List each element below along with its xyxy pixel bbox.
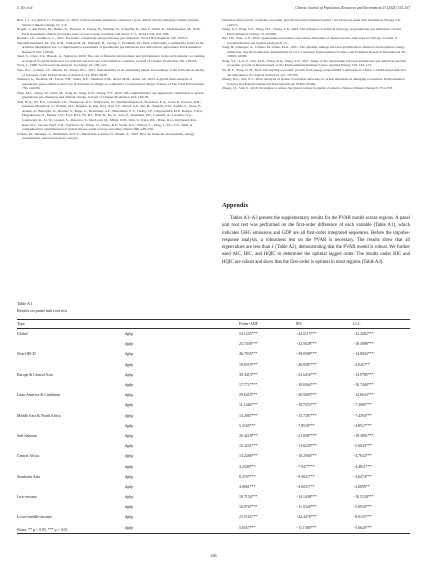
row-variable: dgdp: [125, 523, 239, 534]
row-fisher-adf: 5.3160***: [239, 423, 256, 428]
row-ips: −18.7553***: [296, 403, 317, 408]
header-ips: IPS: [296, 320, 353, 329]
reference-entry: Zhang, D.G., Xie, X.J., 2022. Analysis of spatial correlation networks of carbon emissions in emerging economies. Environmental Science and Pollution Research International 29, 87465–87482.: [222, 77, 405, 86]
row-llc: −19.3901***: [353, 433, 374, 438]
table-caption: [17, 301, 410, 314]
row-llc: −14.0943***: [353, 352, 374, 357]
table-row: [17, 360, 410, 370]
row-fisher-adf: 4.0061***: [239, 484, 256, 489]
row-fisher-adf: 5.6557***: [239, 523, 296, 534]
table-body: [17, 329, 410, 534]
row-variable: dgdp: [125, 505, 133, 510]
row-fisher-adf: 11.1446***: [239, 403, 258, 408]
row-fisher-adf: 54.1255***: [239, 332, 258, 337]
row-llc: −3.6474***: [353, 474, 372, 479]
row-variable: dgdp: [125, 423, 133, 428]
row-ips: −14.1438***: [296, 495, 317, 500]
row-type: Lower-middle-income: [17, 515, 52, 520]
row-variable: dghg: [125, 393, 133, 398]
row-type: Non-OECD: [17, 352, 36, 357]
table-row: [17, 349, 410, 359]
row-fisher-adf: 13.2067***: [239, 413, 258, 418]
table-row: [17, 472, 410, 482]
row-ips: −10.2566***: [296, 454, 317, 459]
row-variable: dghg: [125, 372, 133, 377]
reference-entry: Romero, J.P., Gramkow, C., 2021. Economic complexity and greenhouse gas emissions. World Development 139, 105317.: [17, 36, 189, 41]
row-variable: dghg: [125, 454, 133, 459]
row-variable: dgdp: [125, 464, 133, 469]
table-row: [17, 512, 410, 522]
row-ips: −39.0588***: [296, 352, 317, 357]
row-variable: dghg: [125, 352, 133, 357]
row-ips: −7.9477***: [296, 464, 315, 469]
table-row: [17, 380, 410, 390]
row-fisher-adf: 18.8319***: [239, 362, 258, 367]
row-fisher-adf: 17.7717***: [239, 383, 258, 388]
row-fisher-adf: 4.2549***: [239, 464, 256, 469]
row-type: Sub-Saharan: [17, 433, 37, 438]
row-variable: dghg: [125, 474, 133, 479]
table-title: Results on panel unit root test: [17, 307, 67, 313]
row-type: [17, 360, 125, 370]
row-type: [17, 441, 125, 451]
table-header-row: [17, 320, 410, 329]
reference-entry: Ren, J. L., Le Quéré, C., Forgione, A., 2019. Carbon dioxide emissions continue to grow amidst slowly emerging climate policies. Nature Climate Change 10, 3–6.: [17, 18, 200, 27]
reference-entry: Saud, S., Chen, S.S., Haseeb, A., Sumayya, 2020. The role of financial development and globalization in the environment: accounting ecological footprint indicators for selected one-belt-one-road initiative countries. Journal of Cleaner Production 250, 119518.: [17, 54, 205, 63]
row-llc: −7.4394***: [353, 413, 372, 418]
running-head: [17, 6, 410, 16]
table-row: [17, 339, 410, 349]
table-row: [17, 482, 410, 492]
row-variable: dgdp: [125, 444, 133, 449]
row-variable: dgdp: [125, 342, 133, 347]
row-ips: −20.5005***: [296, 393, 317, 398]
row-llc: −5.6910***: [353, 505, 372, 510]
table-row: [17, 492, 410, 502]
table-row: [17, 370, 410, 380]
row-type: [17, 400, 125, 410]
reference-entry: Seto, K.C., Golden, J.S., Alberti, M., Turner, B.L., 2017. Sustainability in an urbanizing planet. Proceedings of the National Academy of Sciences of the United States of America 114, 8935–8938.: [17, 68, 205, 77]
row-type: [17, 461, 125, 471]
running-head-journal: Chinese Journal of Population, Resources and Environment 23 (2025) 153–167: [295, 6, 410, 10]
row-type: Central Africa: [17, 454, 40, 459]
row-variable: dghg: [125, 495, 133, 500]
row-type: Low-income: [17, 495, 37, 500]
reference-entry: Xie, J.H., Xiao, Z.Y., 2024. Spatiotemporal patterns and carbon emissions of shared-electric-bike trips in Chicago. Journal of Geoinformation and Spatial Analysis 8, 13.: [222, 36, 398, 45]
references-left-column: [17, 18, 205, 141]
row-ips: −21.8387***: [296, 433, 317, 438]
table-row: [17, 411, 410, 421]
row-type: Middle East & North Africa: [17, 413, 61, 418]
row-llc: −10.5128***: [353, 495, 374, 500]
row-variable: dgdp: [125, 362, 133, 367]
reference-entry: Rogelj, J., den Elzen, M., Höhne, N., Fransen, T., Fekete, H., Winkler, H., Schaeffer, R., Sha, F., Riahi, K., Meinshausen, M., 2016. Paris Agreement climate proposals need a boost to keep warming well below 2 °C. Nature 534, 631–639.: [17, 27, 201, 36]
row-variable: dghg: [125, 332, 133, 337]
reference-entry: Yu, B. L., Fang, D. B., 2021. Decoupling economic growth from energy-related PM2.5 emissions in China: a GDM-based indicator decomposition. Ecological Indicators 127, 107795.: [222, 68, 407, 77]
table-row: [17, 329, 410, 340]
row-ips: −13.8220***: [296, 444, 317, 449]
row-type: [17, 380, 125, 390]
row-fisher-adf: 30.3413***: [239, 372, 258, 377]
row-fisher-adf: 29.6410***: [239, 393, 258, 398]
table-row: [17, 390, 410, 400]
row-ips: −23.6416***: [296, 372, 317, 377]
reference-entry: Wang, G.J., Feng, G.F., Wang, H.J., Chang, C.P., 2022. The influence of political ideology on greenhouse gas emissions. Global Environmental Change 74, 102496.: [222, 27, 402, 36]
row-llc: −4.8517***: [353, 423, 372, 428]
reference-entry: balization affect Arctic countries' economic growth and environmental quality? An advanced panel data simulation. Energy 241, 122515.: [222, 18, 402, 27]
row-fisher-adf: 10.0767***: [239, 505, 258, 510]
table-label: Table A1: [17, 301, 33, 306]
reference-entry: Shen, M.C., Wang, W., Chen, M., Jiang, R., Song, Z.W., Zhang, Y.Y., 2020. Off-complementary use-dependent contribution to global greenhouse gas emissions and climate change. Journal of Cleaner Production 254, 120138.: [17, 90, 204, 100]
reference-entry: Usman, M., Jahanger, A., Makhdum, M.S.A., Balsalobre-Lorente, D., Bashir, A., 2022. How do financial development, energy consumption, natural resources, and glo-: [17, 131, 195, 141]
row-fisher-adf: 23.5116***: [239, 515, 258, 520]
row-llc: −13.9785***: [353, 372, 374, 377]
row-fisher-adf: 26.4218***: [239, 433, 258, 438]
reference-entry: Tian, H.Q., Xu, R.T., Canadell, J.G., Thompson, R.L., Winiwarter, W., Suntharalingam, P., Davidson, E.A., Ciais, P., Jackson, R.B., Janssens-Maenhout, G., Prather, M.J., Regnier, P., Pan, N.Q., Pan, S.F., Peters, G.P., Shi, H., Tubiello, F.N., Zaehle, S., Zhou, F., Arneth, A., Battaglia, G., Berthet, S., Bopp, L., Bouwman, A.F., Buitenhuis, E.T., Chang, J.F., Chipperfield, M.P., Dangal, S.R.S., Dlugokencky, E., Elkins, J.W., Eyre, B.D., Fu, B.J., Hall, B., Ito, A., Joos, F., Krummel, P.B., Landolfi, A., Laruelle, G.G., Lauerwald, R., Li, W., Lienert, S., Maavara, T., MacLeod, M., Millet, D.B., Olin, S., Patra, P.K., Prinn, R.G., Raymond, P.A., Ruiz, D.J., van der Werf, G.R., Vuichard, N., Wang, J.J., Weiss, R.F., Wells, K.C., Wilson, C., Yang, J., Yao, Y.Z., 2020. A comprehensive quantification of global nitrous oxide sources and sinks. Nature 586, 248–256.: [17, 99, 204, 132]
row-llc: −12.6633***: [353, 393, 374, 398]
row-variable: dgdp: [125, 403, 133, 408]
reference-entry: Shahzad, A., Shahbaz, M., Ferrer, T.H., Sadiq, N.E., Shahzad, S.M., Afzal, M.M., Azhar, M., 2023. A global meta-analysis of greenhouse gases emission and crop yield under no-tillage as compared to conventional tillage. Science of The Total Environment 756, 142299.: [17, 77, 205, 91]
table-row: [17, 523, 410, 534]
appendix-paragraph: Tables A1–A3 present the supplementary results for the PVAR model across regions. A panel unit root test was performed on the first-order difference of each variable (Table A1), which indicates GHG emissions and GDP are all first-order integrated sequences. Before the impulse-response analysis, a robustness test on the PVAR is necessary. The results show that all eigenvalues are less than 1 (Table A2), demonstrating that the PVAR model is robust. We further used AIC, BIC, and HQIC to determine the optimal lagged order. The results under BIC and HQIC are robust and show that the first-order is optimal in most regions (Table A3).: [222, 216, 410, 265]
row-llc: −2.0257**: [353, 362, 370, 367]
row-type: Southeast Asia: [17, 474, 41, 479]
row-ips: −9.5031***: [296, 474, 315, 479]
header-variable: [125, 320, 239, 329]
table-row: [17, 400, 410, 410]
row-fisher-adf: 46.7935***: [239, 352, 258, 357]
row-llc: −10.3098***: [353, 342, 374, 347]
row-type: [17, 421, 125, 431]
row-fisher-adf: 18.7154***: [239, 495, 258, 500]
row-llc: −8.0131***: [353, 515, 372, 520]
unit-root-table: [17, 319, 410, 534]
appendix-heading: Appendix: [222, 202, 249, 209]
row-ips: −7.8518***: [296, 423, 315, 428]
row-llc: −5.6626***: [353, 523, 410, 534]
reference-entry: Yang, S.C., Lou, F., Sun, M.X., Wang, R.Q., Wang, Y.T., 2017. Study of the relationship between greenhouse gas emissions and the economic growth of Russia based on the Environmental Kuznets Curve. Applied Energy 193, 162–173.: [222, 58, 406, 68]
row-variable: dgdp: [125, 383, 133, 388]
page-number: 166: [210, 553, 217, 558]
row-llc: −4.4811***: [353, 464, 372, 469]
row-ips: −11.0326***: [296, 505, 317, 510]
row-ips: −32.5028***: [296, 342, 317, 347]
row-llc: −10.7440***: [353, 383, 374, 388]
table-row: [17, 461, 410, 471]
row-type: [17, 339, 125, 349]
header-llc: LLC: [353, 320, 410, 329]
row-llc: −2.0695**: [353, 484, 370, 489]
row-ips: −18.0362***: [296, 383, 317, 388]
row-type: Europe & Central Asia: [17, 372, 53, 377]
table-row: [17, 451, 410, 461]
row-variable: dghg: [125, 413, 133, 418]
table-row: [17, 431, 410, 441]
row-type: [17, 482, 125, 492]
row-variable: dgdp: [125, 484, 133, 489]
reference-entry: Yang, B., Jahanger, A., Usman, M., Khan, M.A., 2021. The dynamic linkage between globalization, financial development, energy utilization, and environmental sustainability in GCC countries. Environmental Science and Pollution Research International 28, 16568–16588.: [222, 45, 406, 59]
header-type: Type: [17, 320, 125, 329]
row-variable: dghg: [125, 515, 133, 520]
row-ips: −22.4470***: [296, 515, 317, 520]
row-llc: −22.4282***: [353, 332, 374, 337]
row-variable: dghg: [125, 433, 133, 438]
row-ips: −44.0115***: [296, 332, 317, 337]
row-fisher-adf: 10.4231***: [239, 444, 258, 449]
row-ips: −4.6031***: [296, 484, 315, 489]
running-head-authors: C. Ke et al.: [17, 6, 34, 10]
reference-entry: Scott, J., 1988. Social network analysis. Sociology 22, 109–127.: [17, 63, 108, 68]
reference-entry: SaberKhanehSerei, M., Yaj, K.M., Vadiollahi, M., Esmaeili, H., Chong, J., Ebrahimi, M., 2024. Cultivating a sustainable future in the artificial intelligence era: a comprehensive assessment of greenhouse gas emissions and removals in agriculture. Environmental Research 250, 118528.: [17, 40, 204, 54]
row-fisher-adf: 8.3707***: [239, 474, 256, 479]
header-fisher-adf: Fisher-ADF: [239, 320, 296, 329]
row-type: Global: [17, 332, 28, 337]
reference-entry: Zheng, J.J., Suh, S., 2019. Strategies to reduce the global carbon footprint of plastics. Nature Climate Change 9, 374–378.: [222, 86, 393, 91]
row-type: [17, 502, 125, 512]
row-fisher-adf: 13.2268***: [239, 454, 258, 459]
references-right-column: [222, 18, 410, 91]
row-ips: −13.7287***: [296, 413, 317, 418]
row-llc: −7.3005***: [353, 403, 372, 408]
table-row: [17, 441, 410, 451]
table-row: [17, 502, 410, 512]
table-row: [17, 421, 410, 431]
row-type: Latin America & Caribbean: [17, 393, 61, 398]
row-ips: −26.9587***: [296, 362, 317, 367]
table-note: Notes: ** p < 0.05, *** p < 0.01.: [17, 528, 69, 532]
row-ips: −11.1380***: [296, 523, 353, 534]
row-llc: −4.7632***: [353, 454, 372, 459]
row-llc: −5.6033***: [353, 444, 372, 449]
row-fisher-adf: 25.7430***: [239, 342, 258, 347]
